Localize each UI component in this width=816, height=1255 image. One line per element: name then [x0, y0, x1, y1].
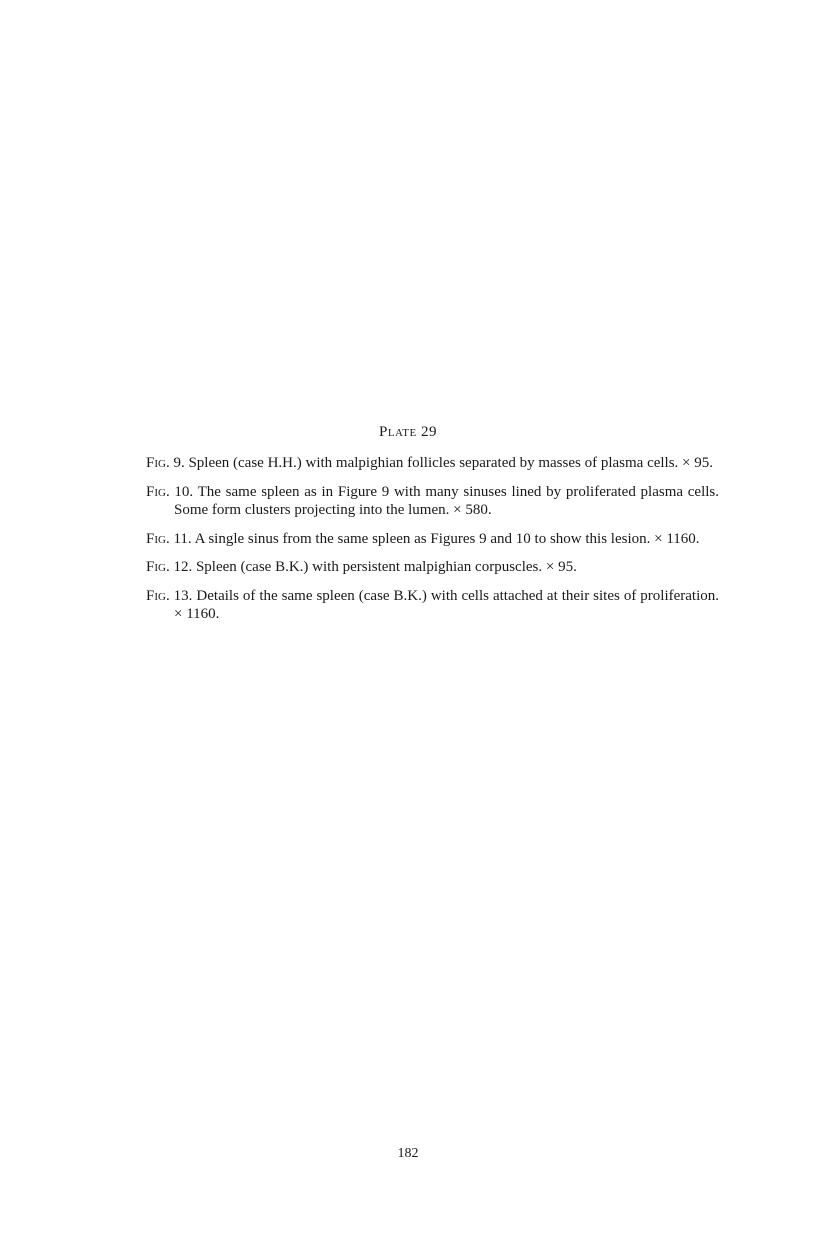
caption-label: Fig. 12.: [146, 559, 193, 575]
plate-title: Plate 29: [379, 424, 437, 440]
caption-label: Fig. 9.: [146, 455, 185, 471]
caption-fig-11: [146, 530, 719, 549]
caption-label: Fig. 11.: [146, 530, 192, 547]
caption-text: Spleen (case H.H.) with malpighian follicles separated by masses of plasma cells. × 95.: [188, 455, 714, 471]
caption-fig-12: [146, 558, 719, 577]
caption-fig-13: [146, 587, 719, 624]
caption-label: Fig. 10.: [146, 483, 194, 500]
caption-text: The same spleen as in Figure 9 with many sinuses lined by proliferated plasma cells. Some form clusters projecting into the lumen. × 580.: [174, 483, 719, 518]
caption-label: Fig. 13.: [146, 587, 193, 604]
figure-captions: [146, 454, 719, 634]
page-number: 182: [397, 1146, 419, 1161]
caption-text: Spleen (case B.K.) with persistent malpighian corpuscles. × 95.: [195, 559, 577, 575]
caption-text: Details of the same spleen (case B.K.) with cells attached at their sites of proliferation. × 1160.: [174, 587, 720, 622]
caption-fig-9: [146, 454, 719, 473]
caption-text: A single sinus from the same spleen as Figures 9 and 10 to show this lesion. × 1160.: [194, 530, 700, 547]
caption-fig-10: [146, 483, 719, 520]
